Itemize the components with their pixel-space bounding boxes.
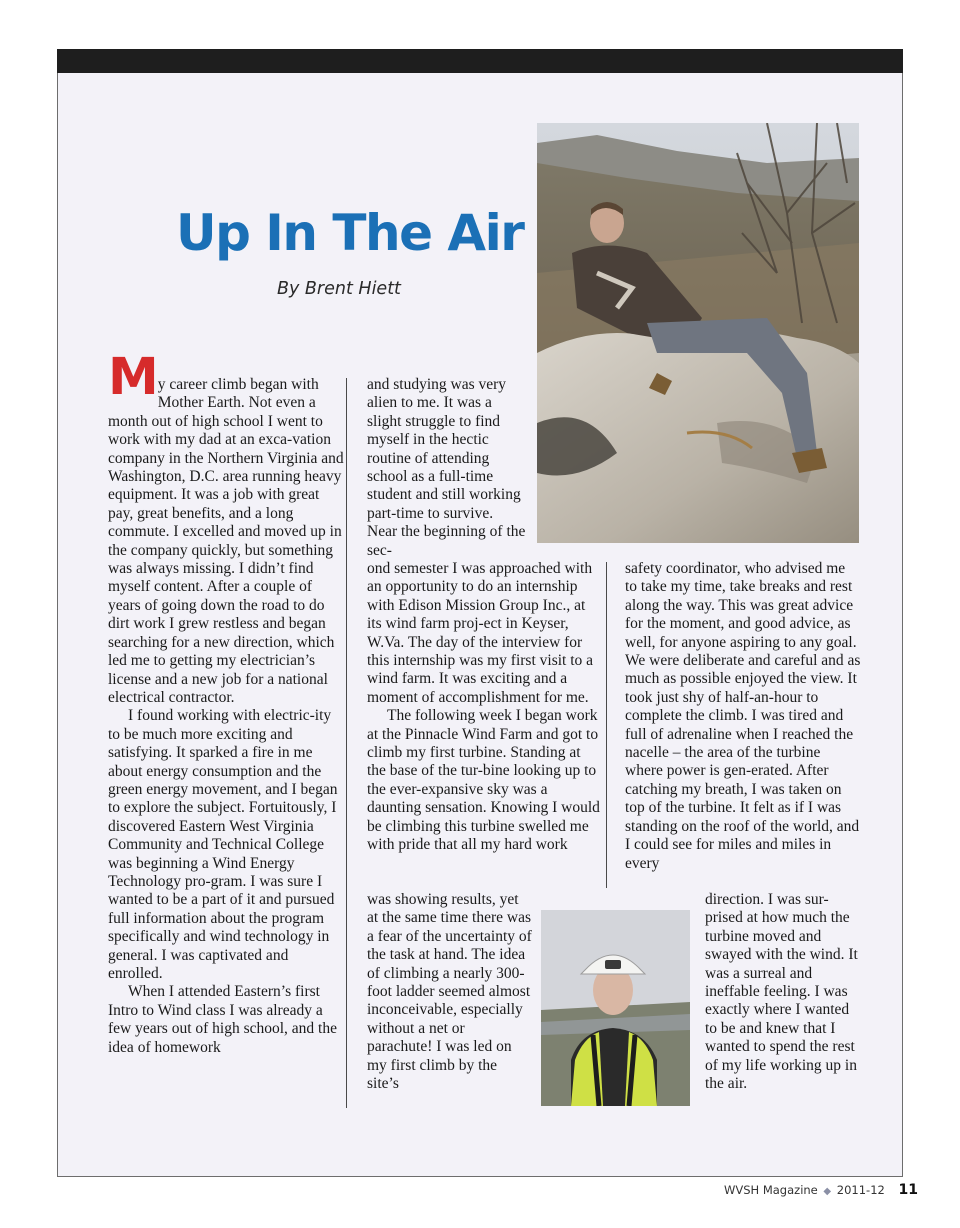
magazine-name: WVSH Magazine: [724, 1183, 818, 1197]
hardhat-portrait-illustration: [541, 910, 690, 1106]
paragraph-4-narrow: was showing results, yet at the same time there was a fear of the uncertainty of the task at hand. The idea of climbing a nearly 300-foot ladder seemed almost inconceivable, especially without a net or parachute! I was led on my first climb by the site’s: [367, 891, 532, 1093]
paragraph-4-column-3: safety coordinator, who advised me to take my time, take breaks and rest along the way. This was great advice for the moment, and good advice, as well, for anyone aspiring to any goal. We were deliberate and careful and as much as possible enjoyed the view. It took just shy of half-an-hour to complete the climb. I was tired and full of adrenaline when I reached the nacelle – the area of the turbine where power is gen-erated. After catching my breath, I was taken on top of the turbine. It felt as if I was standing on the roof of the world, and I could see for miles and miles in every: [625, 560, 861, 872]
article-title: Up In The Air: [176, 204, 524, 262]
author-on-rock-photo: [537, 123, 859, 543]
page-number: 11: [898, 1182, 918, 1198]
top-banner: [57, 49, 903, 73]
author-hardhat-photo: [541, 910, 690, 1106]
paragraph-3-narrow: and studying was very alien to me. It was a slight struggle to find myself in the hectic routine of attending school as a full-time student and still working part-time to survive. Near the beginning of the sec-: [367, 376, 526, 559]
rock-scene-illustration: [537, 123, 859, 543]
paragraph-2: I found working with electric-ity to be much more exciting and satisfying. It sparked a fire in me about energy consumption and the green energy movement, and I began to explore the subject. Fortuitously, I discovered Eastern West Virginia Community and Technical College was beginning a Wind Energy Technology pro-gram. I was sure I wanted to be a part of it and pursued full information about the program specifically and wind technology in general. I was captivated and enrolled.: [108, 707, 338, 982]
article-byline: By Brent Hiett: [277, 279, 401, 299]
paragraph-4-wide: The following week I began work at the Pinnacle Wind Farm and got to climb my first turbine. Standing at the base of the tur-bine looking up to the ever-expansive sky was a daunting sensation. Knowing I would be climbing this turbine swelled me with pride that all my hard work: [367, 707, 600, 854]
page-footer: [724, 1182, 918, 1198]
diamond-separator-icon: ◆: [823, 1186, 832, 1197]
paragraph-3-start: When I attended Eastern’s first Intro to Wind class I was already a few years out of high school, and the idea of homework: [108, 983, 337, 1056]
drop-cap: M: [108, 348, 157, 407]
article-column-2-wide: [367, 560, 603, 855]
column-divider-2: [606, 562, 607, 888]
paragraph-1-text: with Mother Earth. Not even a month out of high school I went to work with my dad at an exca-vation company in the Northern Virginia and Washington, D.C. area running heavy equipment. It was a job with great pay, great benefits, and a long commute. I excelled and moved up in the company quickly, but something was always missing. I didn’t find myself content. After a couple of years of going down the road to do dirt work I grew restless and began searching for a new direction, which led me to getting my electrician’s license and a new job for a national electrical contractor.: [108, 376, 344, 706]
article-column-1: [108, 348, 344, 1057]
paragraph-3-wide: ond semester I was approached with an opportunity to do an internship with Edison Mission Group Inc., at its wind farm proj-ect in Keyser, W.Va. The day of the interview for this internship was my first visit to a wind farm. It was exciting and a moment of accomplishment for me.: [367, 560, 594, 706]
column-divider-1: [346, 378, 347, 1108]
issue-date: 2011-12: [836, 1183, 885, 1197]
paragraph-1-lead: y career climb began: [157, 376, 288, 393]
paragraph-4-end: direction. I was sur-prised at how much the turbine moved and swayed with the wind. It was a surreal and ineffable feeling. I was exactly where I wanted to be and knew that I wanted to spend the rest of my life working up in the air.: [705, 891, 858, 1093]
